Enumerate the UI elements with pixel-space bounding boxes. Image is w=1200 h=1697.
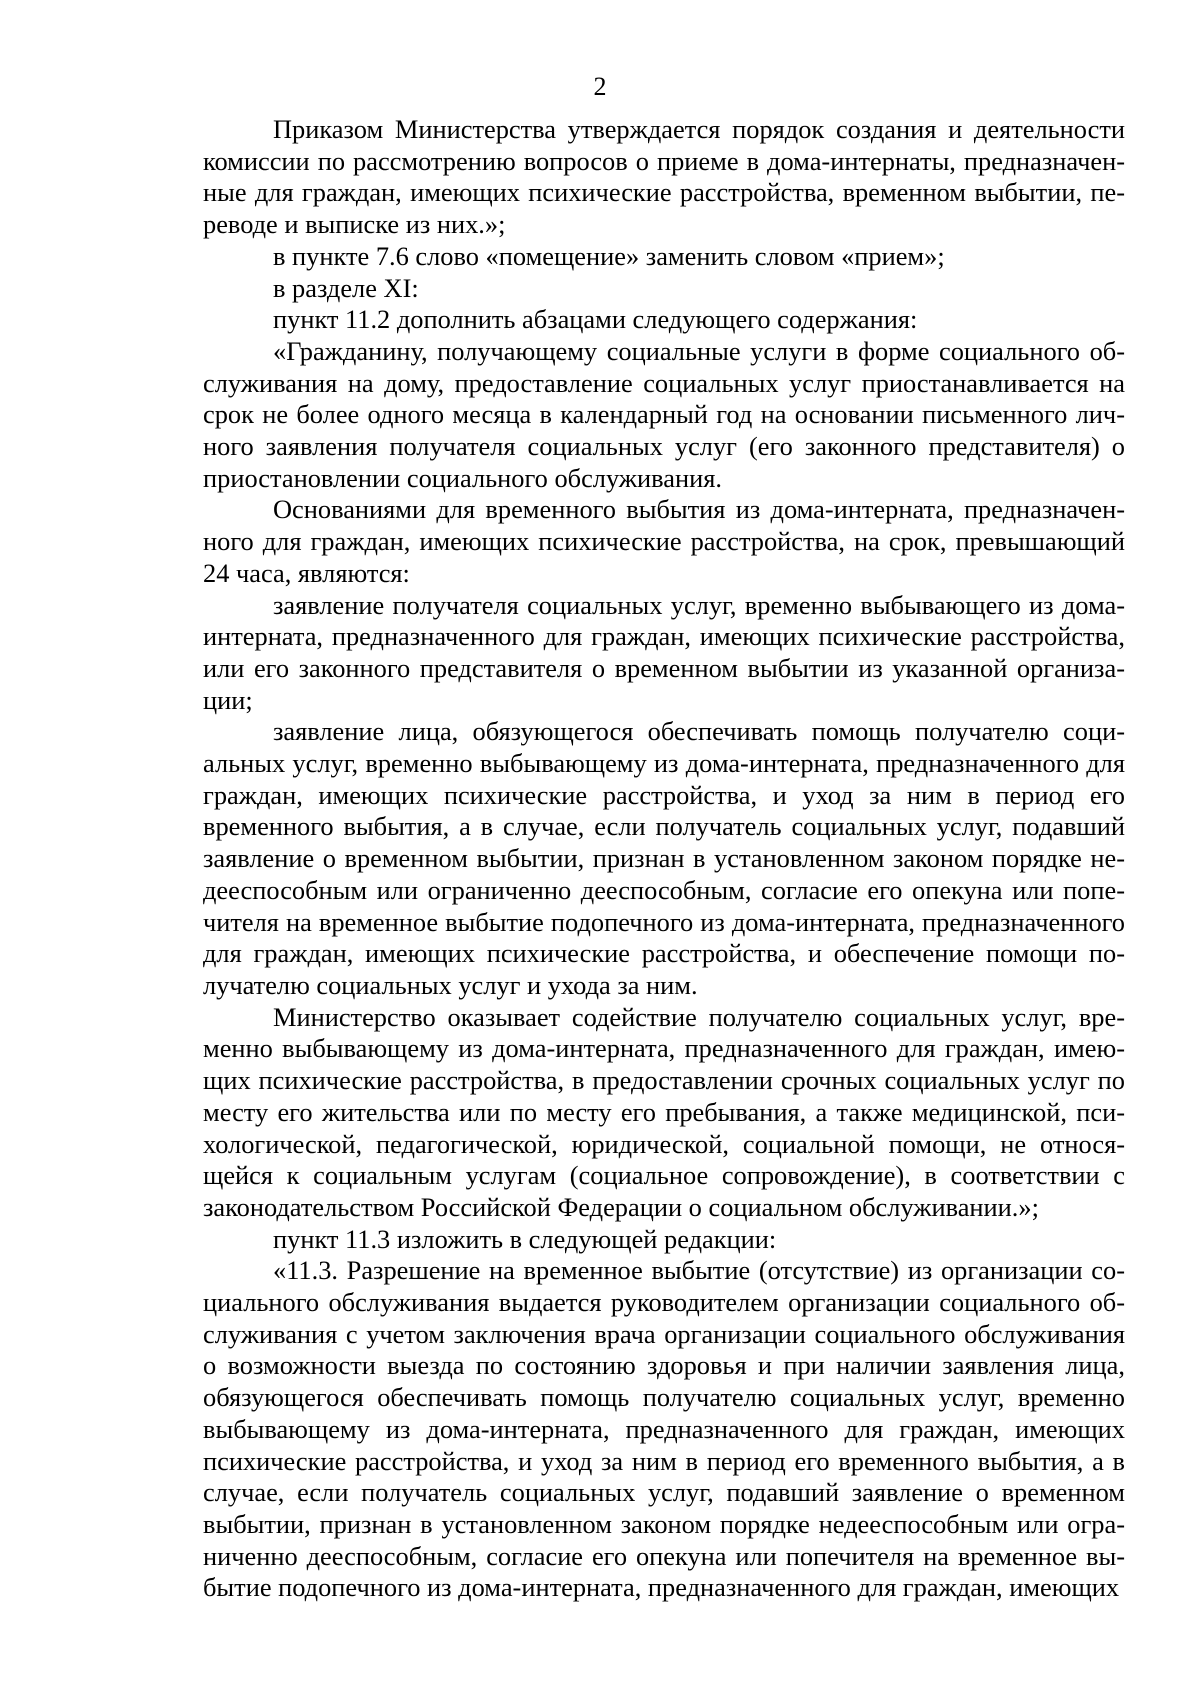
paragraph: пункт 11.3 изложить в следующей редакции: <box>273 1223 777 1254</box>
paragraph: «Гражданину, получающему социальные услуги в форме социального обслуживания на дому, предоставление социальных услуг приостанавливается на срок не более одного месяца в календарный год на основании письменного личного заявления получателя социальных услуг (его законного представителя) о приостановлении социального обслуживания. <box>203 335 1125 493</box>
paragraph: заявление лица, обязующегося обеспечивать помощь получателю социальных услуг, временно выбывающему из дома-интерната, предназначенного для граждан, имеющих психические расстройства, и уход за ним в период его временного выбытия, а в случае, если получатель социальных услуг, подавший заявление о временном выбытии, признан в установленном законом порядке недееспособным или ограниченно дееспособным, согласие его опекуна или попечителя на временное выбытие подопечного из дома-интерната, предназначенного для граждан, имеющих психические расстройства, и обеспечение помощи получателю социальных услуг и ухода за ним. <box>203 716 1125 1000</box>
paragraph: заявление получателя социальных услуг, временно выбывающего из дома-интерната, предназначенного для граждан, имеющих психические расстройства, или его законного представителя о временном выбытии из указанной организации; <box>203 589 1125 715</box>
paragraph: Министерство оказывает содействие получателю социальных услуг, временно выбывающему из дома-интерната, предназначенного для граждан, имеющих психические расстройства, в предоставлении срочных социальных услуг по месту его жительства или по месту его пребывания, а также медицинской, психологической, педагогической, юридической, социальной помощи, не относящейся к социальным услугам (социальное сопровождение), в соответствии с законодательством Российской Федерации о социальном обслуживании.»; <box>203 1001 1125 1222</box>
paragraph: в разделе XI: <box>273 272 419 303</box>
paragraph: Приказом Министерства утверждается порядок создания и деятельности комиссии по рассмотрению вопросов о приеме в дома-интернаты, предназначенные для граждан, имеющих психические расстройства, временном выбытии, переводе и выписке из них.»; <box>203 114 1125 240</box>
paragraph: Основаниями для временного выбытия из дома-интерната, предназначенного для граждан, имеющих психические расстройства, на срок, превышающий 24 часа, являются: <box>203 494 1125 588</box>
paragraph: в пункте 7.6 слово «помещение» заменить словом «прием»; <box>273 240 945 271</box>
paragraph: пункт 11.2 дополнить абзацами следующего содержания: <box>273 304 918 335</box>
page-number: 2 <box>593 72 607 101</box>
document-body <box>203 114 1125 1604</box>
paragraph: «11.3. Разрешение на временное выбытие (отсутствие) из организации социального обслуживания выдается руководителем организации социального обслуживания с учетом заключения врача организации социального обслуживания о возможности выезда по состоянию здоровья и при наличии заявления лица, обязующегося обеспечивать помощь получателю социальных услуг, временно выбывающему из дома-интерната, предназначенного для граждан, имеющих психические расстройства, и уход за ним в период его временного выбытия, а в случае, если получатель социальных услуг, подавший заявление о временном выбытии, признан в установленном законом порядке недееспособным или ограниченно дееспособным, согласие его опекуна или попечителя на временное выбытие подопечного из дома-интерната, предназначенного для граждан, имеющих <box>203 1255 1125 1603</box>
